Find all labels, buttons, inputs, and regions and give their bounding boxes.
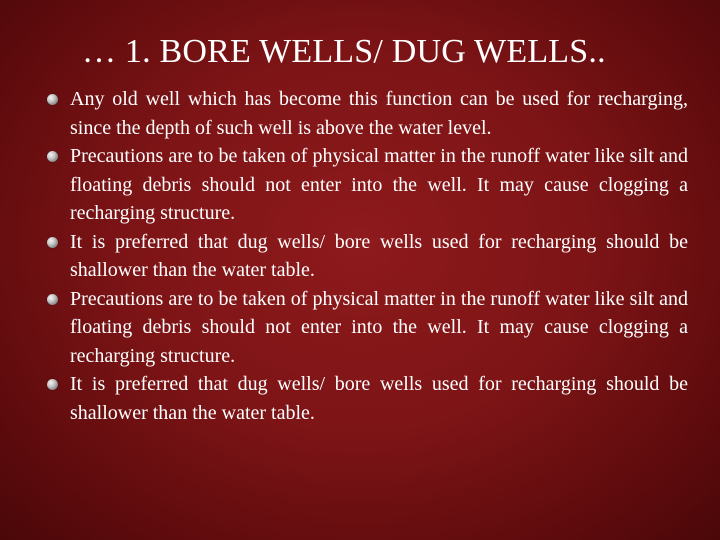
- bullet-text: Any old well which has become this function can be used for recharging, since the depth of such well is above the water level.: [70, 88, 688, 139]
- slide-title: … 1. BORE WELLS/ DUG WELLS..: [82, 33, 606, 70]
- bullet-icon: [47, 151, 58, 162]
- bullet-text: Precautions are to be taken of physical matter in the runoff water like silt and floating debris should not enter into the well. It may cause clogging a recharging structure.: [70, 287, 688, 367]
- bullet-list: [44, 85, 688, 427]
- bullet-text: It is preferred that dug wells/ bore wells used for recharging should be shallower than the water table.: [70, 373, 688, 424]
- list-item: [44, 370, 688, 427]
- list-item: [44, 85, 688, 142]
- list-item: [44, 228, 688, 285]
- bullet-icon: [47, 294, 58, 305]
- bullet-icon: [47, 94, 58, 105]
- bullet-icon: [47, 237, 58, 248]
- bullet-icon: [47, 379, 58, 390]
- list-item: [44, 142, 688, 228]
- bullet-text: It is preferred that dug wells/ bore wells used for recharging should be shallower than the water table.: [70, 230, 688, 281]
- bullet-text: Precautions are to be taken of physical matter in the runoff water like silt and floating debris should not enter into the well. It may cause clogging a recharging structure.: [70, 145, 688, 224]
- list-item: [44, 285, 688, 371]
